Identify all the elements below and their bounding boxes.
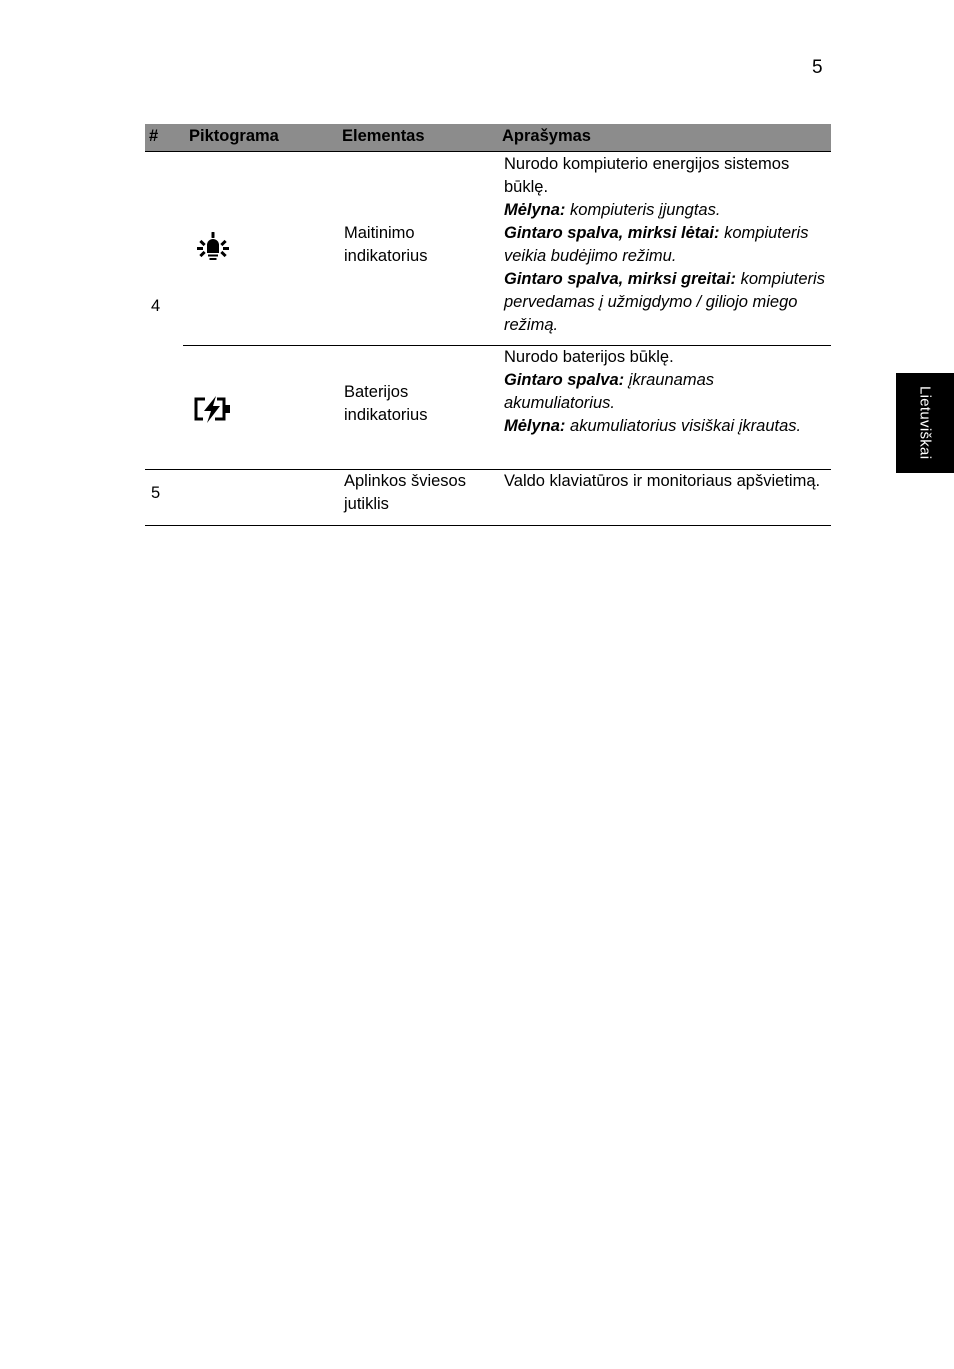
row-num-4: 4 — [151, 297, 161, 315]
row-description-light-sensor — [504, 470, 829, 493]
battery-charging-icon — [193, 395, 233, 430]
indicator-table — [145, 124, 831, 513]
header-icon: Piktograma — [189, 127, 279, 145]
row-item-battery: Baterijos indikatorius — [344, 383, 428, 424]
description-label: Mėlyna: — [504, 417, 566, 435]
table-bottom-rule — [145, 525, 831, 526]
description-text: kompiuteris veikia budėjimo režimu. — [504, 224, 809, 265]
description-label: Gintaro spalva, mirksi lėtai: — [504, 224, 720, 242]
row-item-light-sensor: Aplinkos šviesos jutiklis — [344, 472, 466, 513]
description-text: įkraunamas akumuliatorius. — [504, 371, 715, 412]
table-header — [145, 124, 831, 151]
description-intro: Valdo klaviatūros ir monitoriaus apšvietimą. — [504, 472, 821, 490]
language-tab-label: Lietuviškai — [916, 386, 934, 460]
description-intro: Nurodo kompiuterio energijos sistemos būklę. — [504, 155, 790, 196]
description-text: kompiuteris pervedamas į užmigdymo / giliojo miego režimą. — [504, 270, 825, 334]
row-description-battery — [504, 346, 829, 438]
description-text: akumuliatorius visiškai įkrautas. — [570, 417, 802, 435]
header-num: # — [149, 127, 159, 145]
description-label: Gintaro spalva: — [504, 371, 625, 389]
description-intro: Nurodo baterijos būklę. — [504, 348, 674, 366]
header-rule — [145, 151, 831, 152]
header-description: Aprašymas — [502, 127, 591, 145]
language-tab — [896, 373, 954, 473]
page-number: 5 — [812, 57, 823, 78]
row-description-power — [504, 153, 829, 337]
description-label: Gintaro spalva, mirksi greitai: — [504, 270, 736, 288]
header-item: Elementas — [342, 127, 425, 145]
description-label: Mėlyna: — [504, 201, 566, 219]
row-num-5: 5 — [151, 484, 161, 502]
power-light-icon — [197, 231, 229, 272]
description-text: kompiuteris įjungtas. — [570, 201, 721, 219]
row-item-power: Maitinimo indikatorius — [344, 224, 428, 265]
